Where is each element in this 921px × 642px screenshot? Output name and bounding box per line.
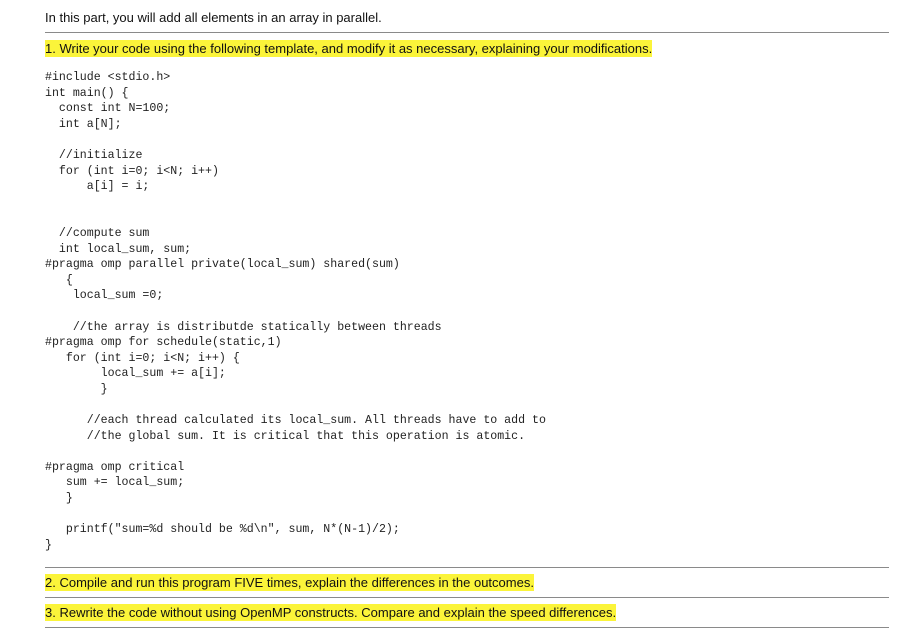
code-line: #pragma omp critical [45, 460, 185, 474]
intro-text: In this part, you will add all elements in an array in parallel. [45, 10, 382, 25]
task-1-text: 1. Write your code using the following template, and modify it as necessary, explaining your modifications. [45, 41, 653, 56]
divider [45, 32, 889, 33]
task-3 [45, 605, 616, 620]
code-line: #pragma omp parallel private(local_sum) shared(sum) [45, 258, 400, 272]
code-line: printf("sum=%d should be %d\n", sum, N*(N-1)/2); [45, 523, 400, 537]
code-line: //compute sum [45, 226, 150, 240]
code-line: { [45, 273, 73, 287]
code-line: //initialize [45, 148, 143, 162]
code-line [45, 444, 546, 460]
code-line [45, 397, 546, 413]
code-line: int local_sum, sum; [45, 242, 192, 256]
code-line: for (int i=0; i<N; i++) { [45, 351, 240, 365]
divider [45, 627, 889, 628]
divider [45, 567, 889, 568]
task-2-text: 2. Compile and run this program FIVE times, explain the differences in the outcomes. [45, 575, 534, 590]
code-line [45, 507, 546, 523]
code-line: local_sum =0; [45, 289, 164, 303]
divider [45, 597, 889, 598]
task-3-text: 3. Rewrite the code without using OpenMP constructs. Compare and explain the speed differences. [45, 605, 617, 620]
task-1 [45, 41, 652, 56]
code-line: #include <stdio.h> [45, 71, 171, 84]
code-line: #pragma omp for schedule(static,1) [45, 336, 282, 350]
code-line [45, 304, 546, 320]
code-line: int main() { [45, 86, 129, 100]
code-line [45, 195, 546, 211]
code-line: sum += local_sum; [45, 476, 185, 490]
code-line: //each thread calculated its local_sum. All threads have to add to [45, 414, 546, 428]
code-line: local_sum += a[i]; [45, 367, 226, 381]
code-line: //the global sum. It is critical that this operation is atomic. [45, 429, 526, 443]
task-2 [45, 575, 534, 590]
code-line: const int N=100; [45, 102, 171, 116]
code-line: //the array is distributde statically between threads [45, 320, 442, 334]
code-line: } [45, 492, 73, 506]
code-line [45, 132, 546, 148]
code-line: int a[N]; [45, 117, 122, 131]
code-line: } [45, 382, 108, 396]
code-template [45, 70, 546, 553]
code-line: for (int i=0; i<N; i++) [45, 164, 219, 178]
code-line: } [45, 538, 52, 552]
code-line: a[i] = i; [45, 180, 150, 194]
code-line [45, 210, 546, 226]
